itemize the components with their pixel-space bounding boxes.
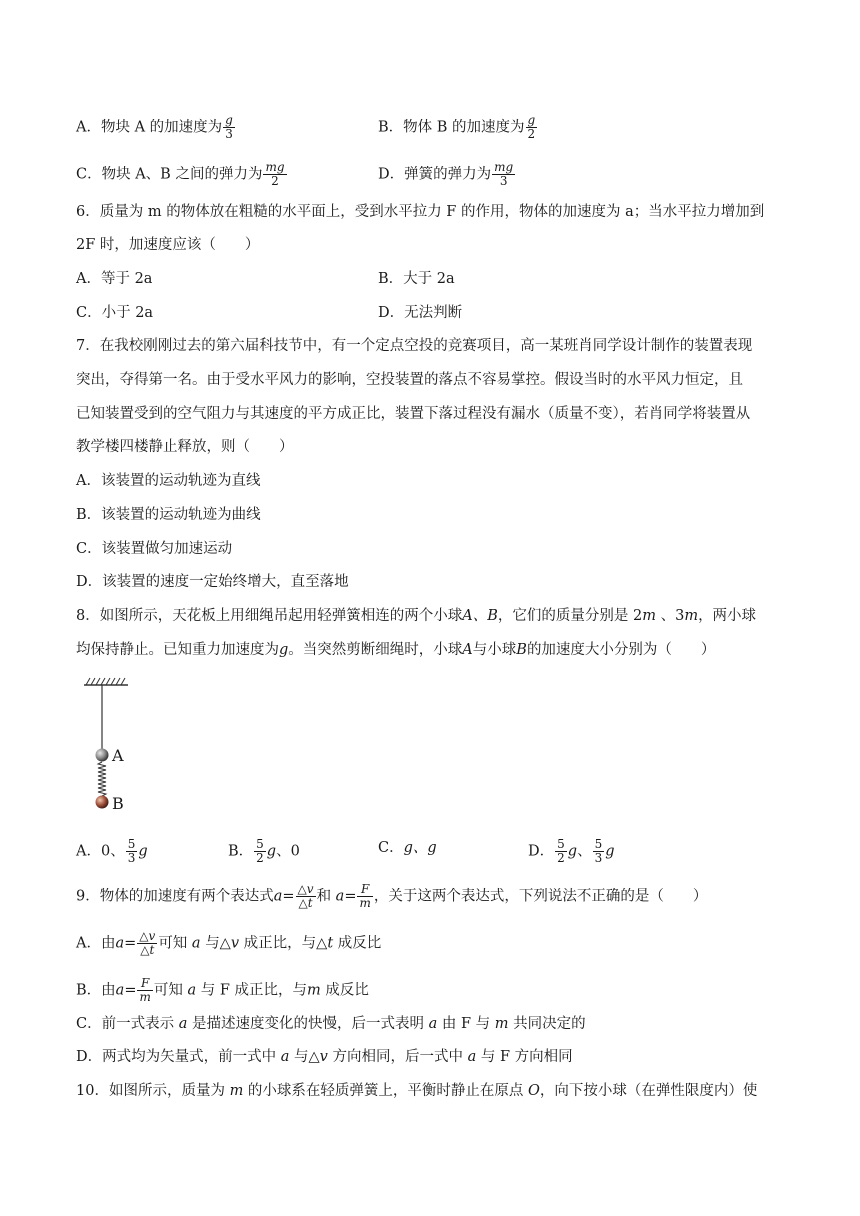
q7-stem-line-3: 已知装置受到的空气阻力与其速度的平方成正比，装置下落过程没有漏水（质量不变），若肖同学将装置从 — [76, 406, 751, 422]
q7-stem-line-2: 突出，夺得第一名。由于受水平风力的影响，空投装置的落点不容易掌控。假设当时的水平风力恒定，且 — [76, 372, 743, 388]
q8-option-d: D． $\frac{5}{2}$ g、 $\frac{5}{3}$ g — [528, 837, 615, 865]
label-b: B — [112, 794, 124, 813]
q7-option-d: D．该装置的速度一定始终增大，直至落地 — [76, 574, 349, 590]
q5-option-d: D．弹簧的弹力为 $\frac{mg}{3}$ — [378, 160, 514, 188]
q10-stem: 10．如图所示，质量为 m 的小球系在轻质弹簧上，平衡时静止在原点 O，向下按小球（在弹性限度内）使 — [76, 1083, 758, 1099]
q8-option-b: B． $\frac{5}{2}$ g、0 — [228, 837, 300, 865]
q7-stem-line-4: 教学楼四楼静止释放，则（ ） — [76, 439, 294, 455]
q7-option-b: B．该装置的运动轨迹为曲线 — [76, 507, 261, 523]
q8-stem-line-1: 8．如图所示，天花板上用细绳吊起用轻弹簧相连的两个小球A、B，它们的质量分别是 2m 、3m，两小球 — [76, 608, 757, 624]
q5-option-c: C．物块 A、B 之间的弹力为 $\frac{mg}{2}$ — [76, 160, 285, 188]
q7-option-c: C．该装置做匀加速运动 — [76, 541, 233, 557]
label-a: A — [112, 746, 124, 765]
q6-option-a: A．等于 2a — [76, 271, 153, 287]
fraction: $\frac{g}{3}$ — [225, 113, 233, 141]
spring-balls-figure — [84, 676, 154, 816]
q8-stem-line-2: 均保持静止。已知重力加速度为g。当突然剪断细绳时，小球A与小球B的加速度大小分别为（ ） — [76, 642, 716, 658]
q6-stem-line-1: 6．质量为 m 的物体放在粗糙的水平面上，受到水平拉力 F 的作用，物体的加速度为 a；当水平拉力增加到 — [76, 204, 765, 220]
q7-option-a: A．该装置的运动轨迹为直线 — [76, 473, 261, 489]
q6-option-b: B．大于 2a — [378, 271, 455, 287]
fraction: $\frac{g}{2}$ — [527, 113, 536, 141]
q6-option-d: D．无法判断 — [378, 305, 463, 321]
spring-icon — [98, 762, 106, 796]
q9-option-b: B．由a= $\frac{F}{m}$ 可知 a 与 F 成正比，与m 成反比 — [76, 976, 369, 1004]
q6-option-c: C．小于 2a — [76, 305, 154, 321]
q9-option-a: A．由a= $\frac{\triangle v}{\triangle t}$ 可知 a 与△v 成正比，与△t 成反比 — [76, 929, 382, 957]
q9-option-d: D．两式均为矢量式，前一式中 a 与△v 方向相同，后一式中 a 与 F 方向相同 — [76, 1049, 573, 1065]
fraction: $\frac{mg}{3}$ — [494, 160, 514, 188]
q5-option-a: A．物块 A 的加速度为 $\frac{g}{3}$ — [76, 113, 233, 141]
fraction: $\frac{mg}{2}$ — [265, 160, 285, 188]
q9-option-c: C．前一式表示 a 是描述速度变化的快慢，后一式表明 a 由 F 与 m 共同决定的 — [76, 1016, 586, 1032]
q7-stem-line-1: 7．在我校刚刚过去的第六届科技节中，有一个定点空投的竞赛项目，高一某班肖同学设计制作的装置表现 — [76, 338, 753, 354]
q5-option-b: B．物体 B 的加速度为 $\frac{g}{2}$ — [378, 113, 536, 141]
ball-b-icon — [96, 796, 109, 809]
q8-option-c: C．g、g — [378, 840, 437, 856]
ball-a-icon — [96, 749, 109, 762]
q9-stem: 9．物体的加速度有两个表达式a= $\frac{\triangle v}{\triangle t}$ 和 a= $\frac{F}{m}$ ，关于这两个表达式，下列说法不正确的是（ ） — [76, 882, 708, 910]
ceiling-icon — [84, 678, 128, 685]
q6-stem-line-2: 2F 时，加速度应该（ ） — [76, 237, 260, 253]
q8-option-a: A．0、 $\frac{5}{3}$ g — [76, 837, 148, 865]
